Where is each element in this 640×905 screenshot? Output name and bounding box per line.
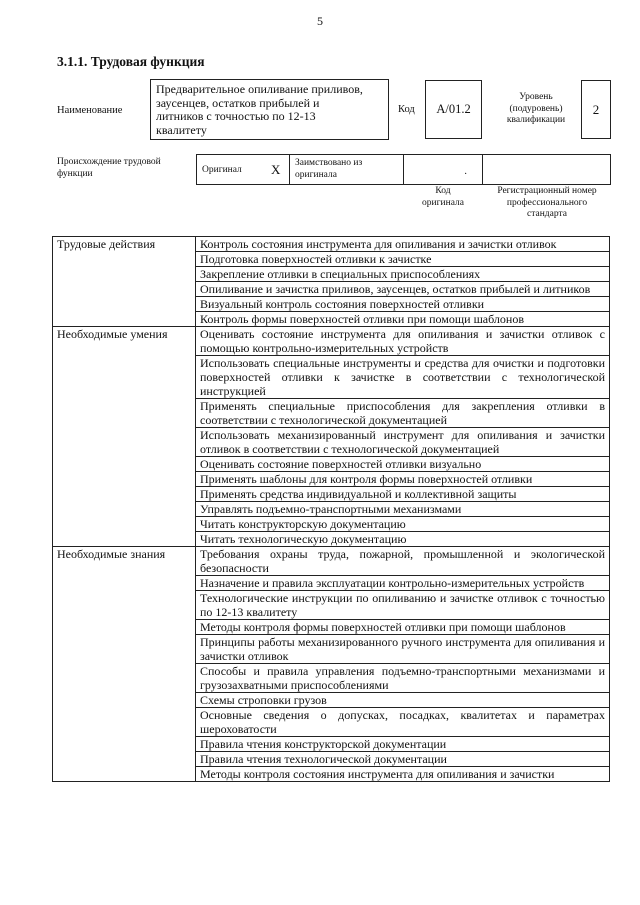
level-value: 2 [592,102,600,117]
table-row [53,547,610,576]
borrowed-label-line: оригинала [295,169,337,180]
original-cell [196,154,290,185]
table-cell: Применять специальные приспособления для закрепления отливки в соответствии с технологической документацией [196,399,610,428]
table-cell: Требования охраны труда, пожарной, промышленной и экологической безопасности [196,547,610,576]
table-cell [196,767,610,782]
name-value-line: Предварительное опиливание приливов, [156,82,363,96]
origin-label-line: Происхождение трудовой [57,157,161,167]
original-label: Оригинал [202,165,242,175]
name-value-line: литников с точностью по 12-13 [156,109,316,123]
reg-caption-line: Регистрационный номер [497,186,597,196]
table-cell: Методы контроля формы поверхностей отливки при помощи шаблонов [196,620,610,635]
name-value-line: заусенцев, остатков прибылей и [156,95,320,110]
table-cell-text: Методы контроля состояния инструмента для опиливания и зачистки [200,767,555,781]
table-row [53,237,610,252]
code-value-box [425,80,482,139]
table-cell: Принципы работы механизированного ручного инструмента для опиливания и зачистки отливок [196,635,610,664]
table-cell: Правила чтения конструкторской документации [196,737,610,752]
code-label: Код [398,104,415,115]
table-cell: Закрепление отливки в специальных приспособлениях [196,267,610,282]
borrowed-label-line: Заимствовано из [295,158,363,168]
table-cell: Визуальный контроль состояния поверхностей отливки [196,297,610,312]
level-label-line: квалификации [506,115,566,125]
table-cell: Использовать специальные инструменты и средства для очистки и подготовки поверхностей отливки к зачистке в соответствии с технологической инструкцией [196,356,610,399]
table-cell: Контроль состояния инструмента для опиливания и зачистки отливок [196,237,610,252]
origin-label [57,157,161,180]
table-cell: Применять шаблоны для контроля формы поверхностей отливки [196,472,610,487]
table-cell: Управлять подъемно-транспортными механизмами [196,502,610,517]
borrowed-cell [289,154,404,185]
code-caption-line: оригинала [422,197,464,208]
name-label: Наименование [57,105,123,116]
origin-dot: · [464,169,468,180]
section-title-knowledge: Необходимые знания [53,547,196,782]
reg-caption-line: профессионального [506,197,588,208]
table-cell: Основные сведения о допусках, посадках, квалитетах и параметрах шероховатости [196,708,610,737]
table-cell: Способы и правила управления подъемно-транспортными механизмами и грузозахватными приспособлениями [196,664,610,693]
code-value: А/01.2 [436,102,471,116]
section-title: 3.1.1. Трудовая функция [57,54,205,69]
name-value-box [150,79,389,140]
section-title-skills: Необходимые умения [53,327,196,547]
code-caption [404,186,482,209]
table-cell: Контроль формы поверхностей отливки при помощи шаблонов [196,312,610,327]
table-cell: Читать конструкторскую документацию [196,517,610,532]
section-title-labor-actions: Трудовые действия [53,237,196,327]
table-row [53,327,610,356]
table-cell: Применять средства индивидуальной и коллективной защиты [196,487,610,502]
table-cell: Правила чтения технологической документации [196,752,610,767]
code-caption-line: Код [435,186,451,196]
table-cell: Оценивать состояние поверхностей отливки визуально [196,457,610,472]
table-cell: Технологические инструкции по опиливанию и зачистке отливок с точностью по 12-13 квалитету [196,591,610,620]
table-cell: Опиливание и зачистка приливов, заусенцев, остатков прибылей и литников [196,282,610,297]
table-cell: Использовать механизированный инструмент для опиливания и зачистки отливок в соответствии с технологической документацией [196,428,610,457]
level-label-line: (подуровень) [509,103,563,114]
table-cell: Назначение и правила эксплуатации контрольно-измерительных устройств [196,576,610,591]
page-number: 5 [317,14,323,28]
level-value-box [581,80,611,139]
table-cell: Схемы строповки грузов [196,693,610,708]
function-table [52,236,610,782]
reg-number-cell [482,154,611,185]
reg-caption [483,186,611,221]
table-cell: Подготовка поверхностей отливки к зачистке [196,252,610,267]
reg-caption-line: стандарта [527,209,567,219]
level-label-line: Уровень [519,92,553,102]
level-label [494,92,578,127]
origin-label-line: функции [57,168,93,179]
name-value-line: квалитету [156,122,207,137]
table-cell: Оценивать состояние инструмента для опиливания и зачистки отливок с помощью контрольно-измерительных устройств [196,327,610,356]
origin-code-cell [403,154,483,185]
original-mark: X [271,162,281,177]
table-cell: Читать технологическую документацию [196,532,610,547]
